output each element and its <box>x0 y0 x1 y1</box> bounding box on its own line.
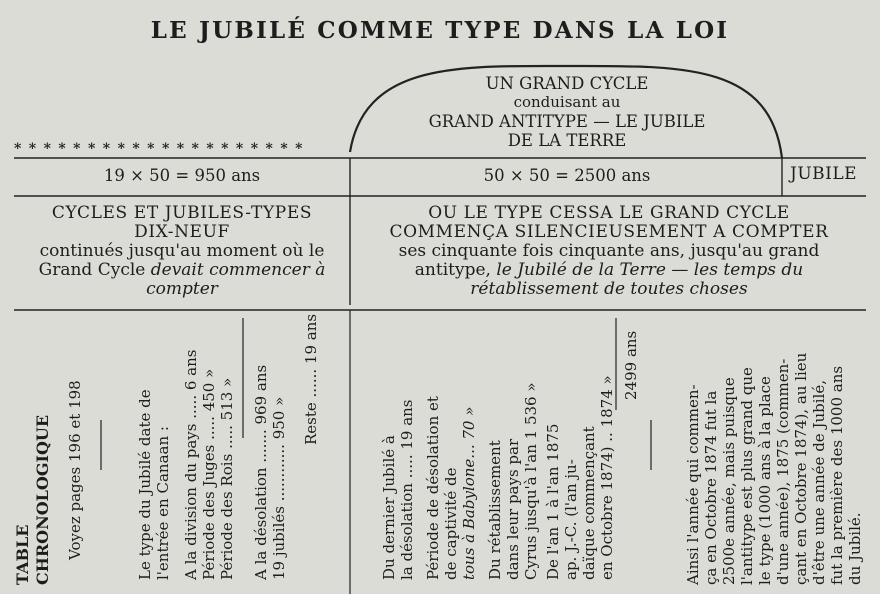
arch-line-1: UN GRAND CYCLE <box>485 74 649 93</box>
right-heading-line-4b: le Jubilé de la Terre — les temps du <box>496 260 804 280</box>
right-row-1: Du dernier Jubilé à <box>380 435 398 580</box>
left-heading-line-2: DIX-NEUF <box>134 222 230 242</box>
right-row-12: en Octobre 1874) .. 1874 » <box>598 375 616 580</box>
right-row-8: Cyrus jusqu'à l'an 1 536 » <box>522 382 540 580</box>
right-heading-line-2: COMMENÇA SILENCIEUSEMENT A COMPTER <box>389 222 829 242</box>
right-formula: 50 × 50 = 2500 ans <box>483 166 651 185</box>
note-line-5: le type (1000 ans à la place <box>756 376 774 585</box>
right-row-9: De l'an 1 à l'an 1875 <box>544 423 562 580</box>
left-heading-line-4a: Grand Cycle <box>38 260 151 280</box>
arch-caption <box>352 74 782 150</box>
table-label-1: TABLE <box>13 524 32 585</box>
left-row-6: A la désolation ....... 969 ans <box>252 364 270 580</box>
note-line-8: d'être une année de Jubilé, <box>810 380 828 585</box>
right-heading-line-3: ses cinquante fois cinquante ans, jusqu'au grand <box>398 241 820 261</box>
note-line-3: 2500e année, mais puisque <box>720 377 738 585</box>
note-line-6: d'une année), 1875 (commen- <box>774 358 792 585</box>
arch-line-3: GRAND ANTITYPE — LE JUBILE <box>428 112 706 131</box>
right-total: 2499 ans <box>622 330 640 400</box>
note-line-9: fut la première des 1000 ans <box>828 365 846 585</box>
left-row-8: Reste ...... 19 ans <box>302 313 320 445</box>
note-line-10: du Jubilé. <box>846 512 864 585</box>
right-row-2: la désolation ..... 19 ans <box>398 399 416 580</box>
right-row-6: Du rétablissement <box>486 440 504 580</box>
note-line-7: çant en Octobre 1874), au lieu <box>792 352 810 585</box>
star-row: * * * * * * * * * * * * * * * * * * * * <box>14 141 304 157</box>
left-row-5: Période des Rois ..... 513 » <box>218 377 236 580</box>
left-row-7: 19 jubilés ............ 950 » <box>270 396 288 580</box>
right-row-5: tous à Babylone... 70 » <box>460 406 478 580</box>
left-heading-line-4b: devait commencer à <box>150 260 326 280</box>
right-heading <box>352 204 866 299</box>
arch-line-4: DE LA TERRE <box>507 131 627 150</box>
table-ref: Voyez pages 196 et 198 <box>66 380 84 560</box>
jubile-label: JUBILE <box>790 164 858 184</box>
right-heading-line-4 <box>352 261 866 280</box>
note-line-2: ça en Octobre 1874 fut la <box>702 390 720 585</box>
right-row-10: ap. J.-C. (l'an ju- <box>562 459 580 580</box>
left-row-4: Période des Juges ..... 450 » <box>200 368 218 580</box>
left-heading-line-3: continués jusqu'au moment où le <box>39 241 325 261</box>
right-heading-line-4a: antitype, <box>414 260 497 280</box>
left-row-2: l'entrée en Canaan : <box>154 426 172 580</box>
left-row-3: A la division du pays ..... 6 ans <box>182 349 200 580</box>
right-row-4: de captivité de <box>442 467 460 580</box>
left-heading-line-4 <box>14 261 350 280</box>
left-heading-line-5: compter <box>146 279 218 299</box>
right-row-3: Période de désolation et <box>424 396 442 580</box>
page-title: LE JUBILÉ COMME TYPE DANS LA LOI <box>150 17 730 44</box>
right-heading-line-5: rétablissement de toutes choses <box>470 279 748 299</box>
right-heading-line-1: OU LE TYPE CESSA LE GRAND CYCLE <box>428 203 790 223</box>
left-heading-line-1: CYCLES ET JUBILES-TYPES <box>51 203 313 223</box>
left-formula: 19 × 50 = 950 ans <box>103 166 261 185</box>
note-line-1: Ainsi l'année qui commen- <box>684 384 702 585</box>
table-label-2: CHRONOLOGIQUE <box>33 414 52 585</box>
left-heading <box>14 204 350 299</box>
arch-line-2: conduisant au <box>513 93 621 111</box>
note-line-4: l'antitype est plus grand que <box>738 367 756 585</box>
right-row-11: daïque commençant <box>580 426 598 580</box>
right-row-7: dans leur pays par <box>504 438 522 580</box>
left-row-1: Le type du Jubilé date de <box>136 389 154 580</box>
